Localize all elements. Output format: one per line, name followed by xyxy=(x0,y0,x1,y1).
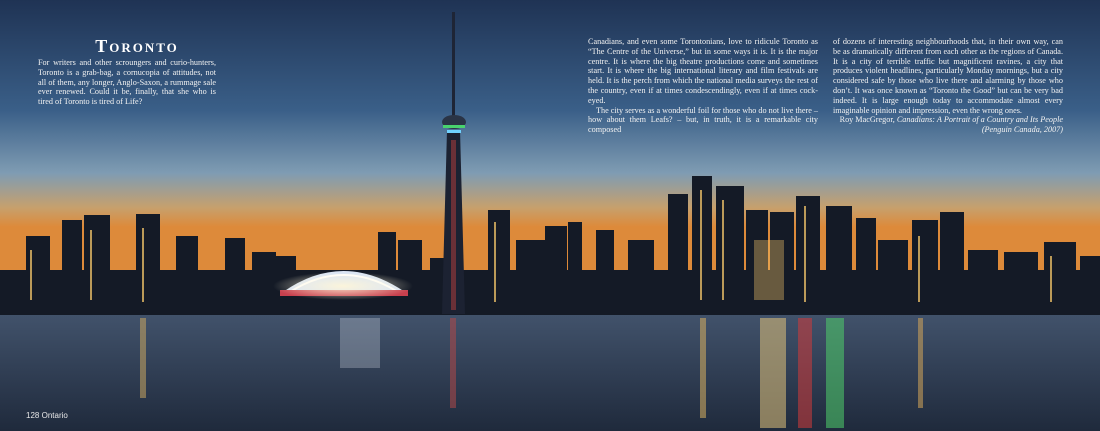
attribution-book: Canadians: A Portrait of a Country and Its People xyxy=(896,115,1063,125)
folio-section: Ontario xyxy=(41,411,68,420)
attribution-author: Roy MacGregor, xyxy=(839,115,895,125)
column-3-paragraph-1: of dozens of interesting neighbourhoods that, in their own way, can be as dramatically different from each other as the regions of Canada. It is a city of terrible traffic but magnificent ravines, a city that produces violent headlines, particularly Monday mornings, but a city considered safe by those who live there and alarming by those who don’t. It was once known as “Toronto the Good” but can be very bad indeed. It is large enough today to accommodate almost every imaginable opinion and impression, even the wrong ones. xyxy=(833,37,1063,115)
page-number: 128 xyxy=(26,411,40,420)
attribution-publisher: (Penguin Canada, 2007) xyxy=(981,125,1063,135)
column-1-intro xyxy=(38,58,216,107)
column-2-paragraph-2: The city serves as a wonderful foil for those who do not live there – how about them Leafs? – but, in truth, it is a remarkable city composed xyxy=(588,105,818,135)
article-title: Toronto xyxy=(95,36,179,56)
column-3 xyxy=(833,37,1063,135)
column-2-paragraph-1: Canadians, and even some Torontonians, love to ridicule Toronto as “The Centre of the Universe,” but in some ways it is. It is the major centre. It is where the big theatre productions come and sometimes start. It is where the big international literary and film festivals are held. It is the perch from which the national media surveys the rest of the country, even if at times condescendingly, even if at times cock-eyed. xyxy=(588,37,818,105)
page-folio xyxy=(26,411,68,420)
column-2 xyxy=(588,37,818,135)
attribution xyxy=(833,115,1063,135)
intro-paragraph: For writers and other scroungers and curio-hunters, Toronto is a grab-bag, a cornucopia of attitudes, not all of them, any longer, Anglo-Saxon, a rummage sale ever renewed. Could it be, finally, that she who is tired of Toronto is tired of Life? xyxy=(38,58,216,107)
